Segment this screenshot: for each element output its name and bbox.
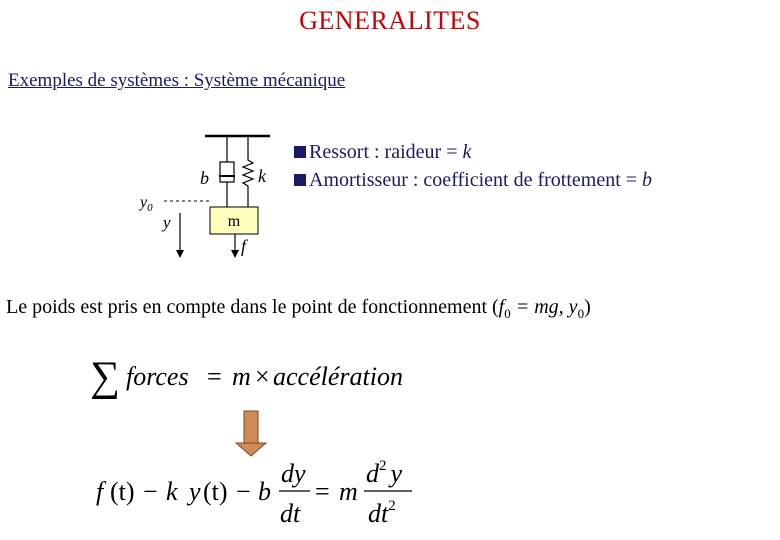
y-label: y xyxy=(163,213,171,232)
weight-note xyxy=(6,296,591,322)
eq2-minus1: − xyxy=(143,477,158,506)
eq2-b: b xyxy=(258,477,271,506)
weight-close: ) xyxy=(584,296,591,318)
bullet-item-spring xyxy=(294,138,652,166)
bullet-text: Amortisseur : coefficient de frottement = xyxy=(309,169,643,191)
spring-label: k xyxy=(258,166,266,186)
spring-symbol xyxy=(243,136,253,207)
eq2-minus2: − xyxy=(236,477,251,506)
bullet-var: b xyxy=(642,169,653,191)
times-symbol: × xyxy=(255,362,270,391)
weight-f: f xyxy=(498,296,505,318)
bullet-list xyxy=(294,138,652,194)
equation1-equals: = xyxy=(207,362,222,391)
force-arrow-head xyxy=(231,250,239,258)
weight-f-sub: 0 xyxy=(504,306,511,321)
force-label: f xyxy=(241,236,247,256)
weight-y: y xyxy=(568,296,578,318)
eq2-dy: dy xyxy=(281,459,306,488)
eq2-dt: dt xyxy=(280,499,301,528)
eq2-f: f xyxy=(96,477,104,506)
eq2-t1: (t) xyxy=(110,477,135,506)
page-title: GENERALITES xyxy=(299,6,481,35)
y0-label: $y_0$ xyxy=(140,194,153,214)
weight-y-sub: 0 xyxy=(577,306,585,321)
mass-label: m xyxy=(227,213,241,230)
bullet-var: k xyxy=(462,141,472,163)
weight-note-text: Le poids est pris en compte dans le point de fonctionnement ( xyxy=(6,296,499,318)
damper-label: b xyxy=(200,168,209,188)
down-arrow-icon xyxy=(236,411,266,456)
bullet-square-icon xyxy=(294,174,306,186)
differential-equation xyxy=(96,458,412,528)
eq2-y: y xyxy=(189,477,201,506)
acceleration-word: accélération xyxy=(273,362,403,391)
bullet-square-icon xyxy=(294,146,306,158)
section-subtitle: Exemples de systèmes : Système mécanique xyxy=(8,70,346,91)
forces-word: forces xyxy=(126,362,189,391)
eq2-k: k xyxy=(166,477,178,506)
eq2-d2y: $d^2$ y xyxy=(366,458,403,488)
y-arrow-head xyxy=(176,250,184,258)
eq2-equals: = xyxy=(315,477,330,506)
eq2-m: m xyxy=(339,477,358,506)
mass-symbol: m xyxy=(232,362,251,391)
bullet-item-damper xyxy=(294,166,652,194)
damper-symbol xyxy=(219,136,235,207)
sum-symbol: ∑ xyxy=(90,354,120,400)
eq2-t2: (t) xyxy=(203,477,228,506)
weight-mid: = mg, xyxy=(510,296,569,318)
bullet-text: Ressort : raideur = xyxy=(309,141,463,163)
eq2-dt2: $dt^2$ xyxy=(368,498,396,528)
newton-law-equation xyxy=(90,354,403,400)
